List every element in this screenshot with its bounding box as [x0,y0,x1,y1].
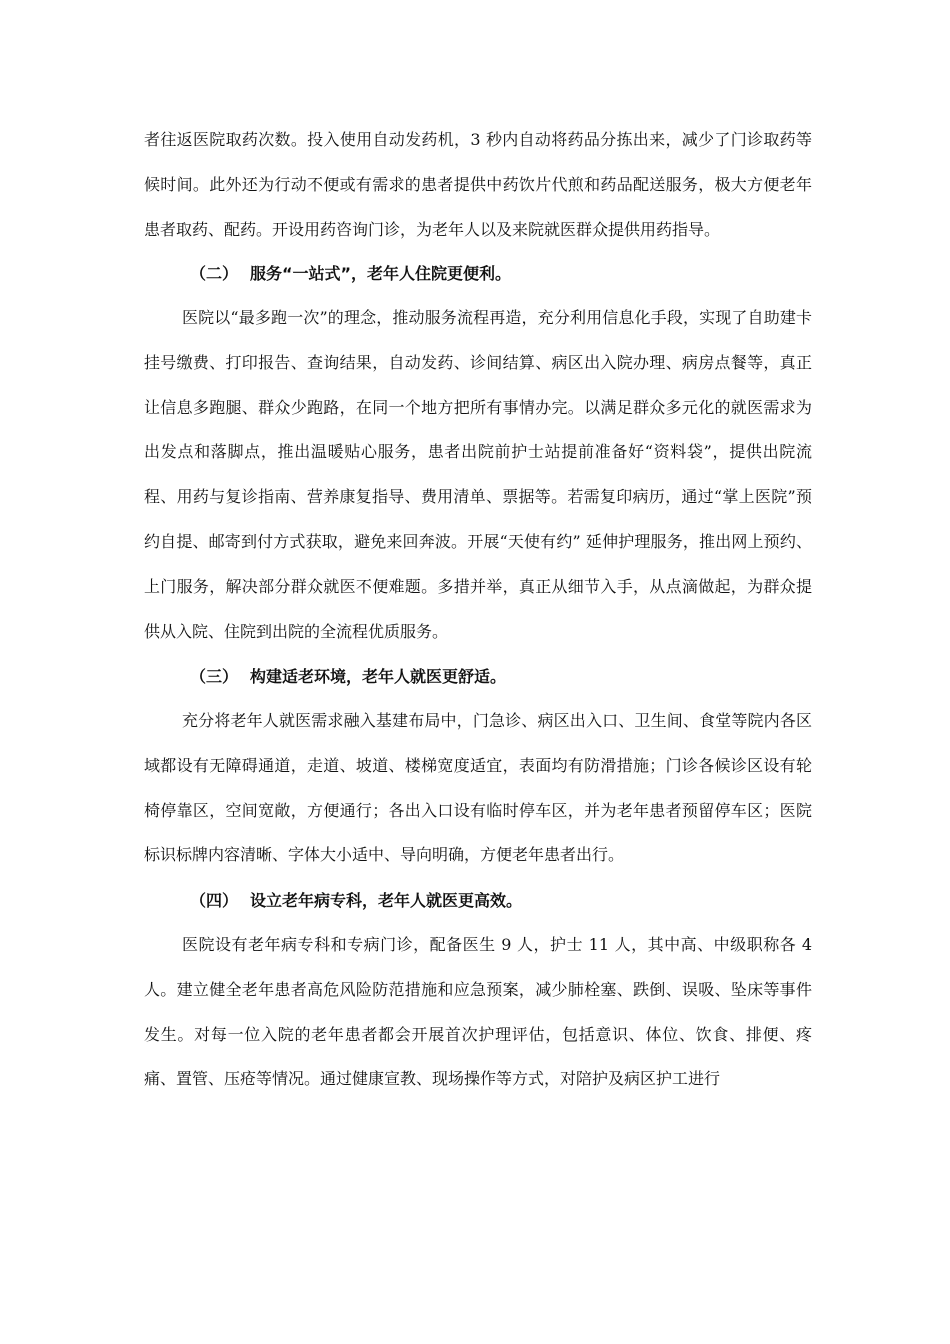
heading-text: 构建适老环境，老年人就医更舒适。 [250,667,507,686]
heading-section-4 [190,889,810,913]
paragraph-one-stop-service: 医院以“最多跑一次”的理念，推动服务流程再造，充分利用信息化手段，实现了自助建卡挂号缴费、打印报告、查询结果，自动发药、诊间结算、病区出入院办理、病房点餐等，真正让信息多跑腿、群众少跑路，在同一个地方把所有事情办完。以满足群众多元化的就医需求为出发点和落脚点，推出温暖贴心服务，患者出院前护士站提前准备好“资料袋”，提供出院流程、用药与复诊指南、营养康复指导、费用清单、票据等。若需复印病历，通过“掌上医院”预约自提、邮寄到付方式获取，避免来回奔波。开展“天使有约” 延伸护理服务，推出网上预约、上门服务，解决部分群众就医不便难题。多措并举，真正从细节入手，从点滴做起，为群众提供从入院、住院到出院的全流程优质服务。 [144,308,812,641]
paragraph-medication-service: 者往返医院取药次数。投入使用自动发药机，3 秒内自动将药品分拣出来，减少了门诊取药等候时间。此外还为行动不便或有需求的患者提供中药饮片代煎和药品配送服务，极大方便老年患者取药、配药。开设用药咨询门诊，为老年人以及来院就医群众提供用药指导。 [144,130,812,239]
paragraph-geriatric-department: 医院设有老年病专科和专病门诊，配备医生 9 人，护士 11 人，其中高、中级职称各 4 人。建立健全老年患者高危风险防范措施和应急预案，减少肺栓塞、跌倒、误吸、坠床等事件发生。对每一位入院的老年患者都会开展首次护理评估，包括意识、体位、饮食、排便、疼痛、置管、压疮等情况。通过健康宣教、现场操作等方式，对陪护及病区护工进行 [144,935,812,1089]
paragraph-elderly-environment: 充分将老年人就医需求融入基建布局中，门急诊、病区出入口、卫生间、食堂等院内各区域都设有无障碍通道，走道、坡道、楼梯宽度适宜，表面均有防滑措施；门诊各候诊区设有轮椅停靠区，空间宽敞，方便通行；各出入口设有临时停车区，并为老年患者预留停车区；医院标识标牌内容清晰、字体大小适中、导向明确，方便老年患者出行。 [144,711,812,865]
heading-number: （四） [190,891,239,910]
heading-number: （三） [190,667,239,686]
heading-section-2 [190,262,810,286]
heading-section-3 [190,665,810,689]
heading-text: 服务“一站式”，老年人住院更便利。 [250,264,512,283]
heading-text: 设立老年病专科，老年人就医更高效。 [250,891,523,910]
heading-number: （二） [190,264,239,283]
